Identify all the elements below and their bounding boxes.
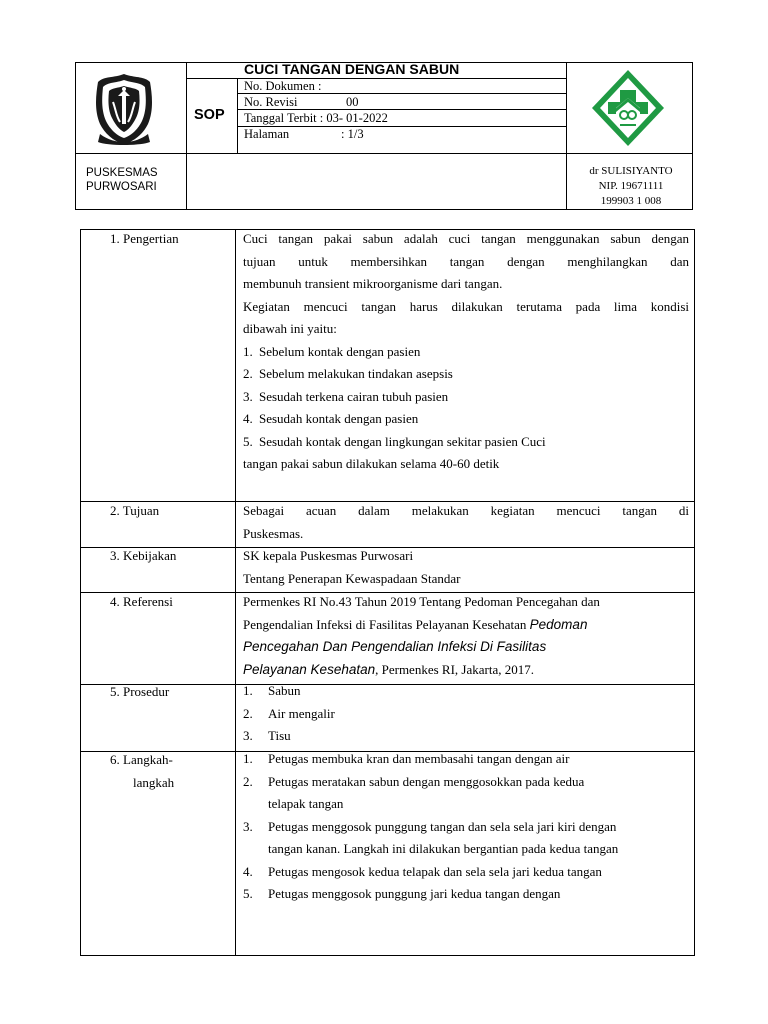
signer-nip: NIP. 19671111 (598, 180, 664, 192)
section-label-langkah: 6. Langkah- (110, 752, 173, 767)
prosedur-content (243, 680, 689, 748)
paragraph-line: SK kepala Puskesmas Purwosari (243, 548, 414, 563)
document-title: CUCI TANGAN DENGAN SABUN (244, 61, 460, 77)
header-divider (237, 78, 238, 153)
section-label-pengertian: 1. Pengertian (110, 231, 179, 246)
table-border-bottom (80, 955, 695, 956)
langkah-content (243, 748, 689, 906)
paragraph-line: Pencegahan Dan Pengendalian Infeksi Di Fasilitas (243, 639, 547, 654)
referensi-content (243, 591, 689, 681)
puskesmas-logo (590, 68, 666, 148)
header-border-left (75, 62, 76, 210)
list-item: 2. Petugas meratakan sabun dengan menggosokkan pada kedua telapak tangan (243, 773, 585, 811)
list-item: 2. Sebelum melakukan tindakan asepsis (243, 366, 453, 381)
doc-number-label: No. Dokumen : (244, 79, 322, 93)
organization-name: PUSKESMAS PURWOSARI (86, 167, 158, 193)
paragraph-line: tangan pakai sabun dilakukan selama 40-60 detik (243, 456, 500, 471)
header-border-right (692, 62, 693, 210)
list-item: 4. Petugas mengosok kedua telapak dan sela sela jari kedua tangan (243, 863, 602, 879)
section-label-tujuan: 2. Tujuan (110, 503, 160, 518)
paragraph-line: Puskesmas. (243, 525, 304, 541)
list-item: 4. Sesudah kontak dengan pasien (243, 411, 419, 426)
section-label-referensi: 4. Referensi (110, 594, 173, 609)
list-item: 5. Sesudah kontak dengan lingkungan sekitar pasien Cuci (243, 433, 546, 449)
header-divider (186, 78, 566, 79)
list-item: 1. Petugas membuka kran dan membasahi tangan dengan air (243, 751, 570, 766)
signer-nip: 199903 1 008 (600, 195, 662, 207)
section-label-langkah-cont: langkah (133, 775, 175, 790)
list-item: 1. Sebelum kontak dengan pasien (243, 343, 421, 359)
section-label-kebijakan: 3. Kebijakan (110, 548, 177, 563)
kebijakan-content (243, 545, 689, 590)
regency-crest-logo (94, 72, 154, 146)
tujuan-content (243, 500, 689, 545)
header-border-bottom (75, 209, 693, 210)
paragraph-line: tujuan untuk membersihkan tangan dengan menghilangkan dan (243, 253, 689, 269)
paragraph-line: membunuh transient mikroorganisme dari tangan. (243, 276, 503, 291)
header-divider (75, 153, 693, 154)
list-item: 2. Air mengalir (243, 705, 335, 721)
sop-label: SOP (194, 107, 225, 123)
paragraph-line: Permenkes RI No.43 Tahun 2019 Tentang Pedoman Pencegahan dan (243, 594, 600, 609)
paragraph-line: dibawah ini yaitu: (243, 321, 337, 336)
signer-block (588, 164, 674, 209)
issue-date: Tanggal Terbit : 03- 01-2022 (244, 111, 388, 125)
header-divider (566, 62, 567, 210)
signer-name: dr SULISIYANTO (589, 165, 673, 177)
list-item: 3. Petugas menggosok punggung tangan dan sela sela jari kiri dengan tangan kanan. Langkah ini dilakukan bergantian pada kedua tangan (243, 818, 619, 856)
paragraph-line: Sebagai acuan dalam melakukan kegiatan mencuci tangan di (243, 503, 689, 518)
page-label: Halaman (244, 127, 290, 141)
revision-value: 00 (346, 95, 359, 109)
paragraph-line: Pengendalian Infeksi di Fasilitas Pelayanan Kesehatan Pedoman (243, 616, 588, 632)
list-item: 3. Sesudah terkena cairan tubuh pasien (243, 388, 449, 404)
header-divider (186, 62, 187, 210)
paragraph-line: Pelayanan Kesehatan, Permenkes RI, Jakarta, 2017. (243, 661, 534, 677)
page-value: : 1/3 (341, 127, 364, 141)
pengertian-content (243, 228, 689, 476)
paragraph-line: Tentang Penerapan Kewaspadaan Standar (243, 570, 461, 586)
revision-label: No. Revisi (244, 95, 298, 109)
paragraph-line: Cuci tangan pakai sabun adalah cuci tangan menggunakan sabun dengan (243, 231, 689, 246)
paragraph-line: Kegiatan mencuci tangan harus dilakukan terutama pada lima kondisi (243, 298, 689, 314)
section-label-prosedur: 5. Prosedur (110, 684, 170, 699)
list-item: 5. Petugas menggosok punggung jari kedua tangan dengan (243, 886, 561, 901)
list-item: 3. Tisu (243, 728, 291, 743)
list-item: 1. Sabun (243, 683, 301, 698)
